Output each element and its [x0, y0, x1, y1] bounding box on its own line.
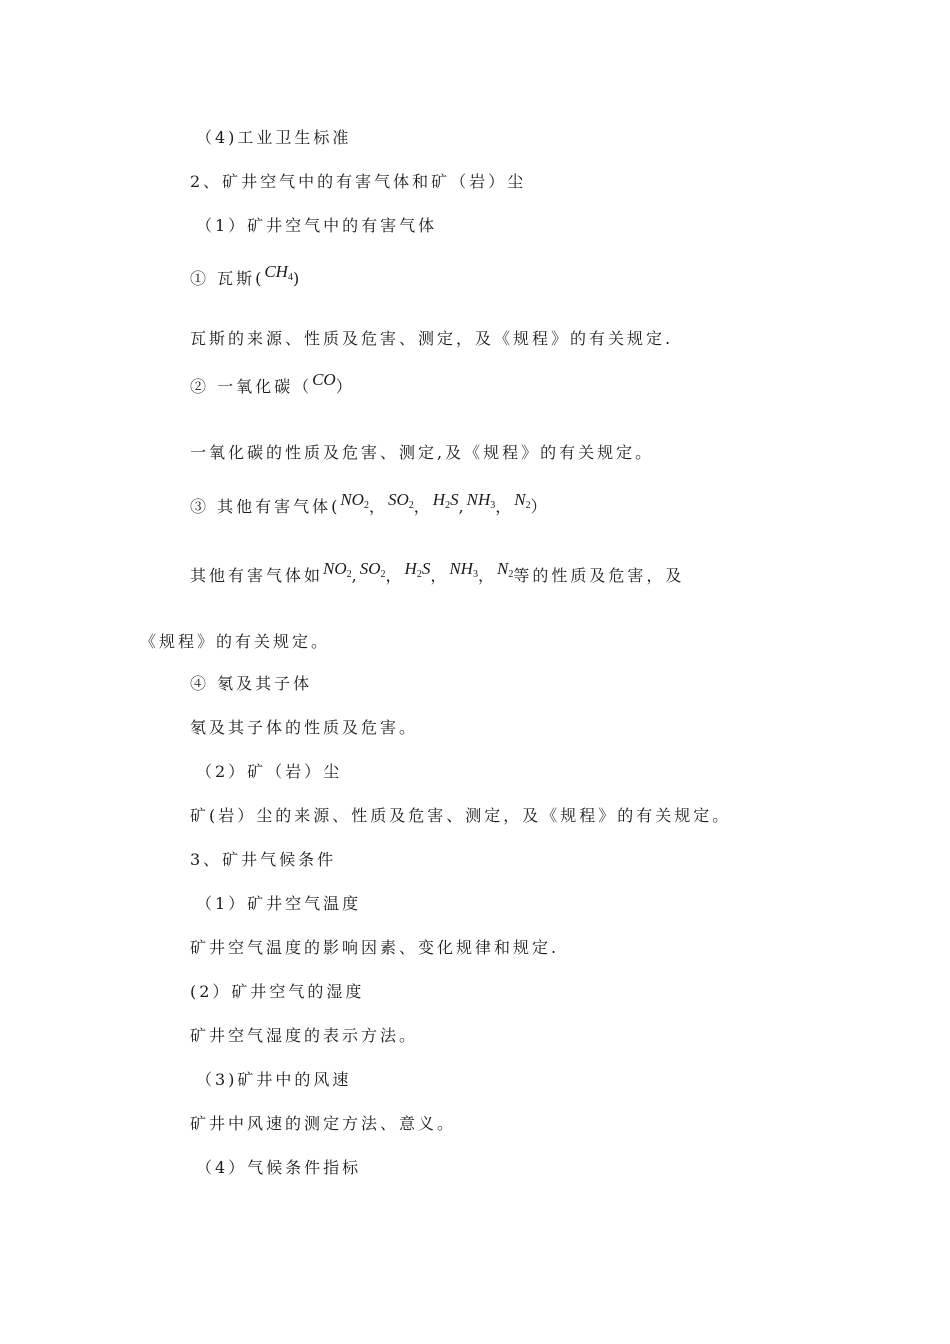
formula-n2: $N_2$	[514, 490, 531, 511]
paragraph-other-gases-continued: 《规程》的有关规定。	[140, 632, 331, 651]
paragraph-carbon-monoxide: 一氧化碳的性质及危害、测定,及《规程》的有关规定。	[190, 443, 655, 462]
subheading-air-temperature: （1）矿井空气温度	[196, 894, 362, 913]
item-gas-methane: ① 瓦斯$(CH_4)$	[190, 262, 303, 288]
item-carbon-monoxide: ② 一氧化碳（CO）	[190, 370, 355, 396]
section-heading-climate: 3、矿井气候条件	[190, 850, 337, 869]
formula-nh3: $NH_3$	[449, 559, 478, 580]
item-label: ① 瓦斯(	[190, 269, 265, 288]
subheading-harmful-gases: （1）矿井空气中的有害气体	[196, 216, 438, 235]
heading-industrial-hygiene-standard: （4)工业卫生标准	[196, 128, 352, 147]
paragraph-methane: 瓦斯的来源、性质及危害、测定，及《规程》的有关规定.	[190, 329, 674, 348]
formula-so2: $SO_2$	[387, 490, 414, 511]
formula-nh3: $NH_3$	[466, 490, 496, 511]
formula-ch4: $CH_4$	[264, 262, 293, 283]
section-heading-harmful-gases-and-dust: 2、矿井空气中的有害气体和矿（岩）尘	[190, 172, 527, 191]
formula-no2: $NO_2$	[323, 559, 352, 580]
subheading-dust: （2）矿（岩）尘	[196, 762, 343, 781]
paragraph-dust: 矿(岩）尘的来源、性质及危害、测定，及《规程》的有关规定。	[190, 806, 732, 825]
formula-n2: $N_2$	[496, 559, 514, 580]
item-other-gases: ③ 其他有害气体($NO_2$，$SO_2$，$H_2S,NH_3$，$N_2$）	[190, 490, 550, 516]
formula-co: CO	[312, 370, 336, 389]
paragraph-radon: 氡及其子体的性质及危害。	[190, 718, 419, 737]
formula-no2: $NO_2$	[340, 490, 369, 511]
subheading-climate-indicators: （4）气候条件指标	[196, 1158, 362, 1177]
paragraph-other-gases: 其他有害气体如$NO_2,SO_2$，$H_2S$，$NH_3$，$N_2$等的性质及危害，及	[190, 559, 685, 585]
formula-h2s: $H_2S$	[432, 490, 459, 511]
paragraph-air-humidity: 矿井空气湿度的表示方法。	[190, 1026, 419, 1045]
item-radon: ④ 氡及其子体	[190, 674, 313, 693]
paragraph-wind-speed: 矿井中风速的测定方法、意义。	[190, 1114, 457, 1133]
paragraph-air-temperature: 矿井空气温度的影响因素、变化规律和规定.	[190, 938, 560, 957]
formula-so2: $SO_2$	[359, 559, 386, 580]
subheading-air-humidity: (2）矿井空气的湿度	[190, 982, 365, 1001]
formula-h2s: $H_2S$	[404, 559, 431, 580]
subheading-wind-speed: （3)矿井中的风速	[196, 1070, 352, 1089]
